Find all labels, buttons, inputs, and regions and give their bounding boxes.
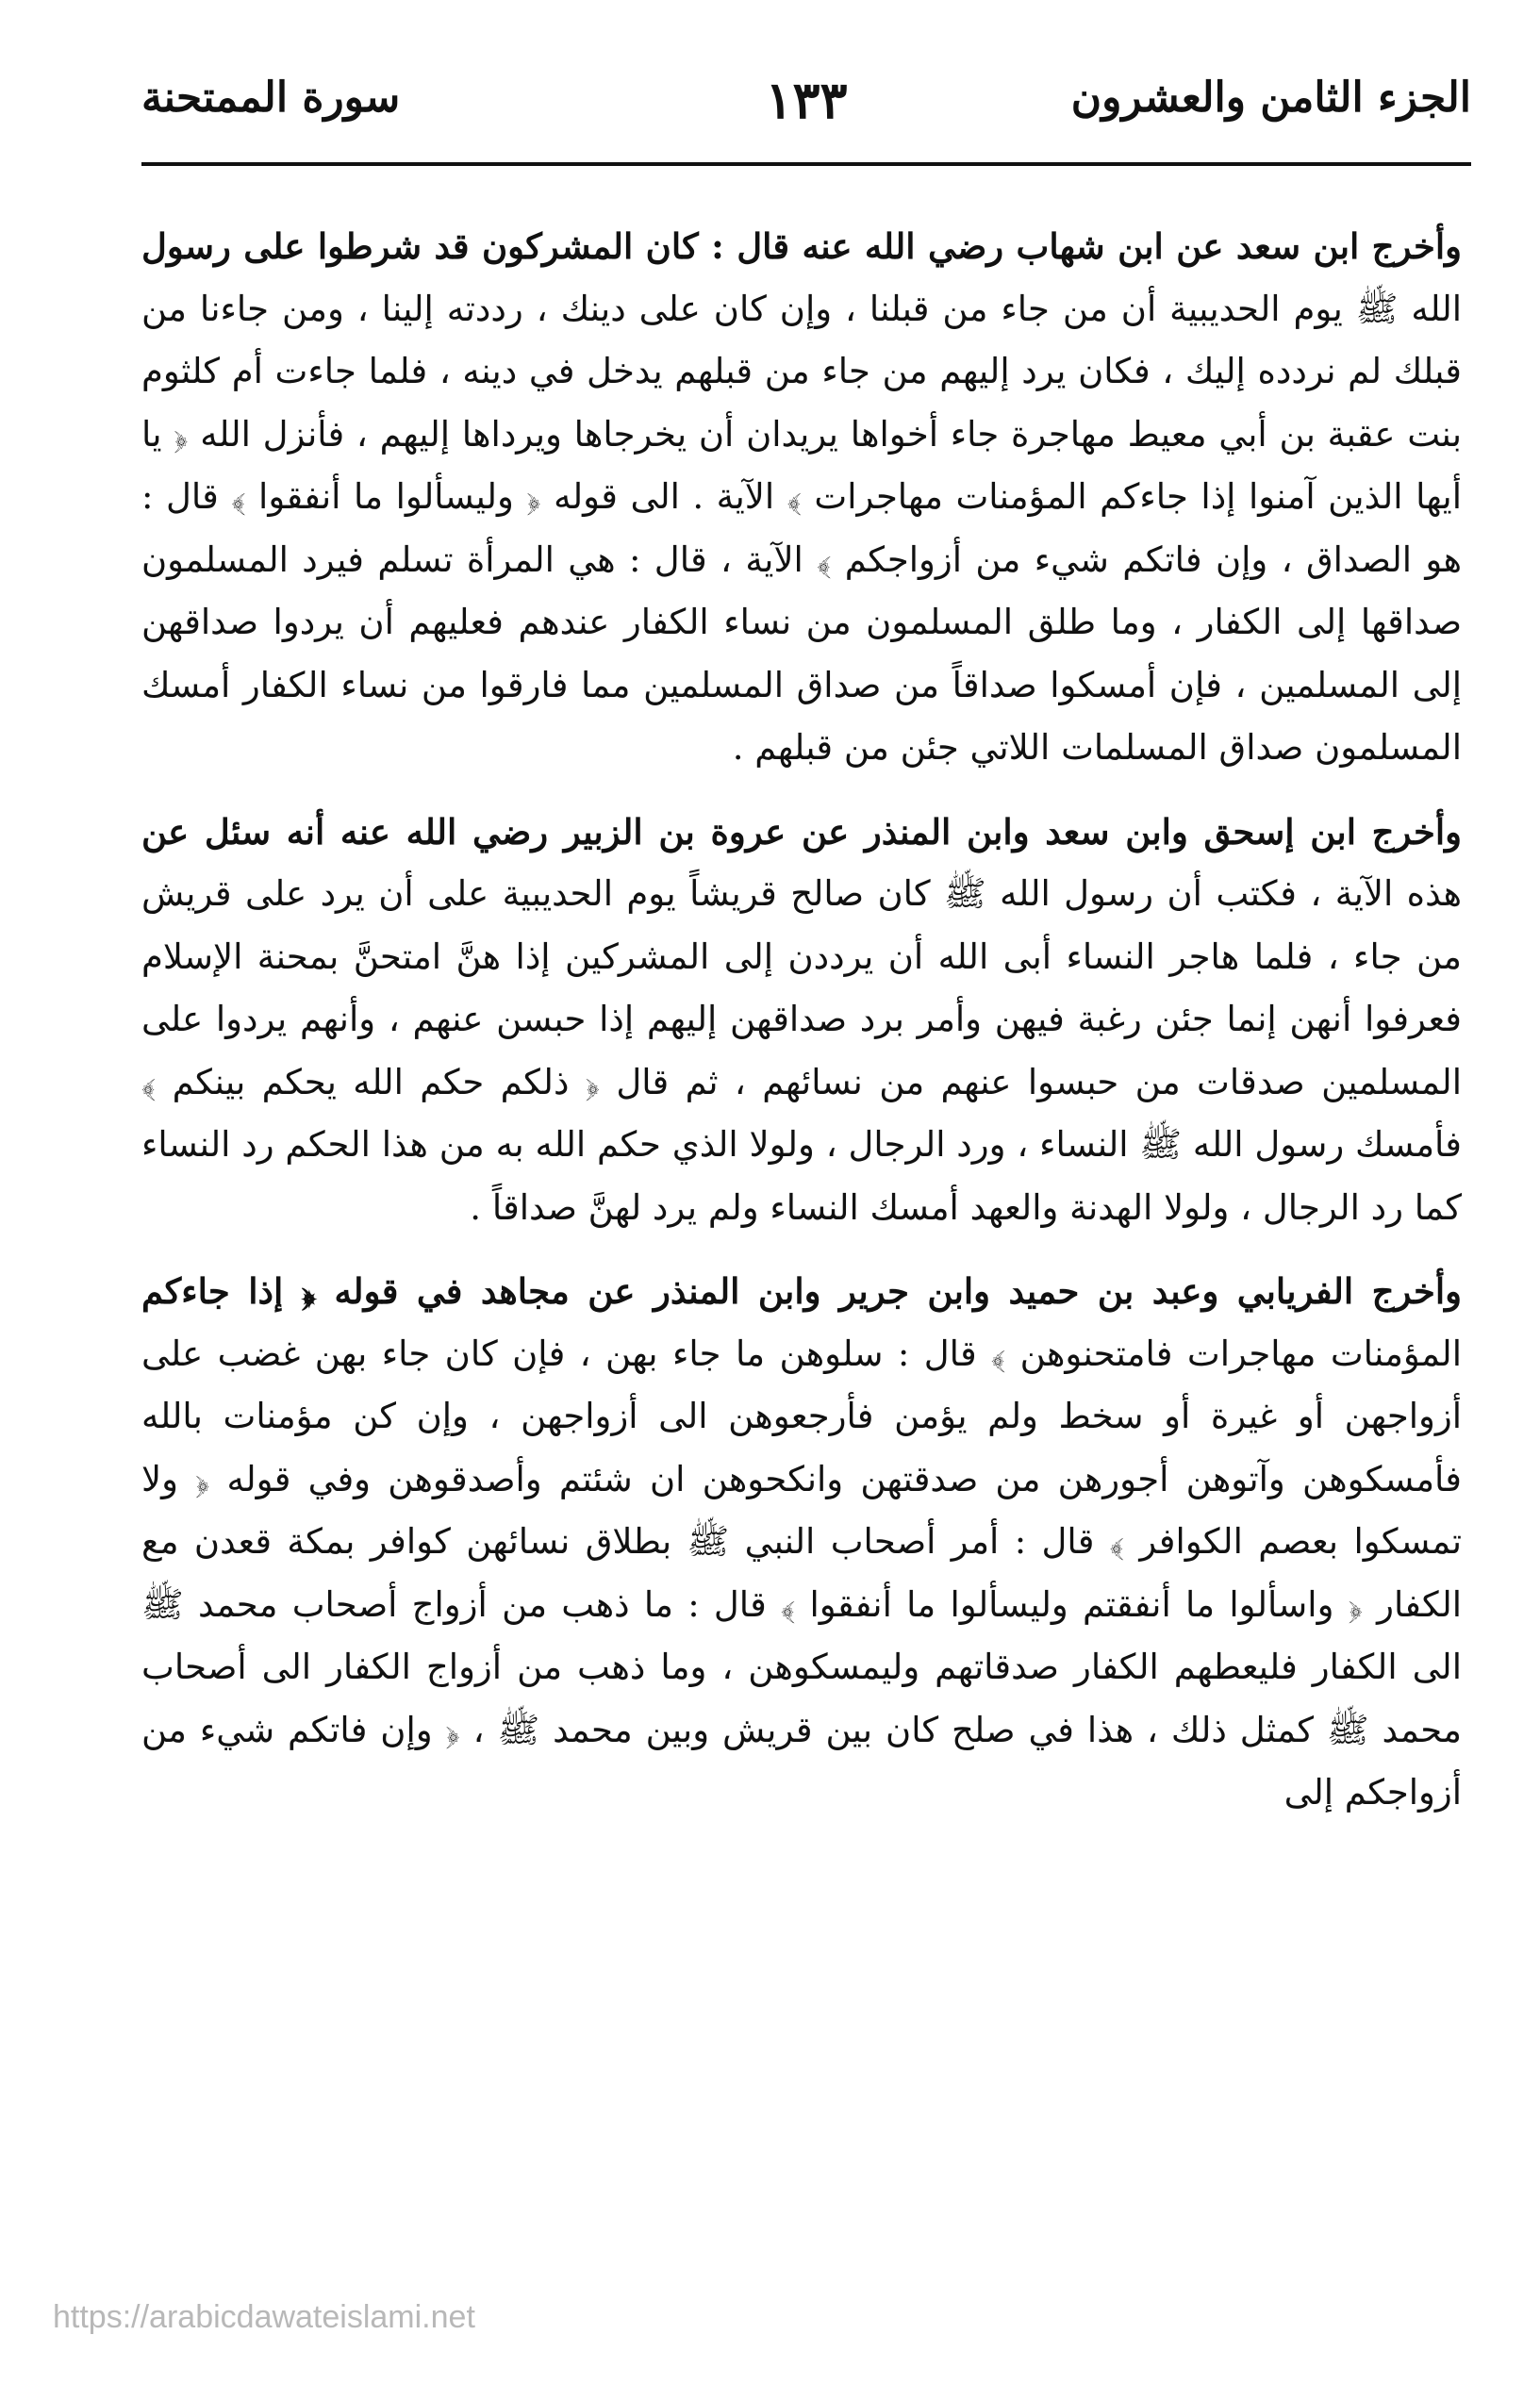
- surah-title: سورة الممتحنة: [141, 74, 401, 122]
- paragraph: وأخرج ابن إسحق وابن سعد وابن المنذر عن عروة بن الزبير رضي الله عنه أنه سئل عن هذه الآية ، فكتب أن رسول الله ﷺ كان صالح قريشاً يوم الحديبية على أن يرد على قريش من جاء ، فلما هاجر النساء أبى الله أن يرددن إلى المشركين إذا هنَّ امتحنَّ بمحنة الإسلام فعرفوا أنهن إنما جئن رغبة فيهن وأمر برد صداقهن إليهم إذا حبسن عنهم ، وأنهم يردوا على المسلمين صدقات من حبسوا عنهم من نسائهم ، ثم قال ﴿ ذلكم حكم الله يحكم بينكم ﴾ فأمسك رسول الله ﷺ النساء ، ورد الرجال ، ولولا الذي حكم الله به من هذا الحكم رد النساء كما رد الرجال ، ولولا الهدنة والعهد أمسك النساء ولم يرد لهنَّ صداقاً .: [141, 810, 1462, 1228]
- source-watermark: https://arabicdawateislami.net: [53, 2299, 475, 2335]
- page-body: [141, 215, 1462, 1846]
- page-number: ١٣٣: [765, 70, 848, 130]
- paragraph: وأخرج ابن سعد عن ابن شهاب رضي الله عنه قال : كان المشركون قد شرطوا على رسول الله ﷺ يوم الحديبية أن من جاء من قبلنا ، وإن كان على دينك ، رددته إلينا ، ومن جاءنا من قبلك لم نردده إليك ، فكان يرد إليهم من جاء من قبلهم يدخل في دينه ، فلما جاءت أم كلثوم بنت عقبة بن أبي معيط مهاجرة جاء أخواها يريدان أن يخرجاها ويرداها إليهم ، فأنزل الله ﴿ يا أيها الذين آمنوا إذا جاءكم المؤمنات مهاجرات ﴾ الآية . الى قوله ﴿ وليسألوا ما أنفقوا ﴾ قال : هو الصداق ، وإن فاتكم شيء من أزواجكم ﴾ الآية ، قال : هي المرأة تسلم فيرد المسلمون صداقها إلى الكفار ، وما طلق المسلمون من نساء الكفار عندهم فعليهم أن يردوا صداقهن إلى المسلمين ، فإن أمسكوا صداقاً من صداق المسلمين مما فارقوا من نساء الكفار أمسك المسلمون صداق المسلمات اللاتي جئن من قبلهم .: [141, 225, 1462, 768]
- paragraph: وأخرج الفريابي وعبد بن حميد وابن جرير وابن المنذر عن مجاهد في قوله ﴿ إذا جاءكم المؤمنات مهاجرات فامتحنوهن ﴾ قال : سلوهن ما جاء بهن ، فإن كان جاء بهن غضب على أزواجهن أو غيرة أو سخط ولم يؤمن فأرجعوهن الى أزواجهن ، وإن كن مؤمنات بالله فأمسكوهن وآتوهن أجورهن من صدقتهن وانكحوهن ان شئتم وأصدقوهن وفي قوله ﴿ ولا تمسكوا بعصم الكوافر ﴾ قال : أمر أصحاب النبي ﷺ بطلاق نسائهن كوافر بمكة قعدن مع الكفار ﴿ واسألوا ما أنفقتم وليسألوا ما أنفقوا ﴾ قال : ما ذهب من أزواج أصحاب محمد ﷺ الى الكفار فليعطهم الكفار صدقاتهم وليمسكوهن ، وما ذهب من أزواج الكفار الى أصحاب محمد ﷺ كمثل ذلك ، هذا في صلح كان بين قريش وبين محمد ﷺ ، ﴿ وإن فاتكم شيء من أزواجكم إلى: [141, 1270, 1462, 1813]
- header-divider: [141, 162, 1471, 166]
- part-title: الجزء الثامن والعشرون: [1070, 74, 1471, 122]
- page-header: [141, 70, 1471, 149]
